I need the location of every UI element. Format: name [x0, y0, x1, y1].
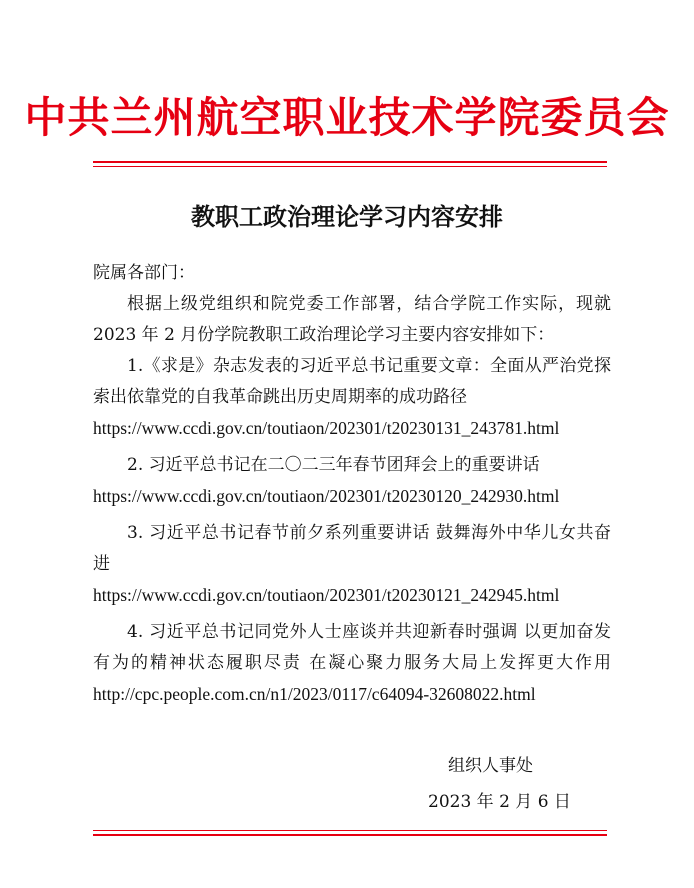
list-item-2-link[interactable]: https://www.ccdi.gov.cn/toutiaon/202301/t20230120_242930.html	[93, 486, 560, 506]
salutation: 院属各部门：	[93, 263, 195, 283]
list-item-1-text: 1.《求是》杂志发表的习近平总书记重要文章：全面从严治党探索出依靠党的自我革命跳出历史周期率的成功路径	[93, 356, 611, 407]
org-header-title: 中共兰州航空职业技术学院委员会	[24, 93, 670, 142]
header-divider-thick	[93, 161, 607, 163]
list-item-3-link[interactable]: https://www.ccdi.gov.cn/toutiaon/202301/t20230121_242945.html	[93, 585, 560, 605]
header-divider-thin	[93, 166, 607, 167]
list-item-4-text	[93, 617, 611, 711]
document-body	[93, 258, 611, 711]
document-title: 教职工政治理论学习内容安排	[191, 202, 503, 231]
footer-divider-thick	[93, 834, 607, 836]
intro-paragraph: 根据上级党组织和院党委工作部署，结合学院工作实际，现就 2023 年 2 月份学院教职工政治理论学习主要内容安排如下：	[93, 294, 611, 345]
list-item-1-link[interactable]: https://www.ccdi.gov.cn/toutiaon/202301/t20230131_243781.html	[93, 418, 560, 438]
list-item-2-text: 2. 习近平总书记在二〇二三年春节团拜会上的重要讲话	[127, 455, 540, 475]
signature-date: 2023 年 2 月 6 日	[428, 792, 571, 812]
list-item-3-text: 3. 习近平总书记春节前夕系列重要讲话 鼓舞海外中华儿女共奋进	[93, 523, 611, 574]
footer-divider-thin	[93, 830, 607, 831]
list-item-4-link[interactable]: http://cpc.people.com.cn/n1/2023/0117/c64094-32608022.html	[93, 684, 536, 704]
signature-org: 组织人事处	[448, 756, 533, 776]
list-item-4-title: 4. 习近平总书记同党外人士座谈并共迎新春时强调 以更加奋发有为的精神状态履职尽责 在凝心聚力服务大局上发挥更大作用	[93, 622, 611, 673]
